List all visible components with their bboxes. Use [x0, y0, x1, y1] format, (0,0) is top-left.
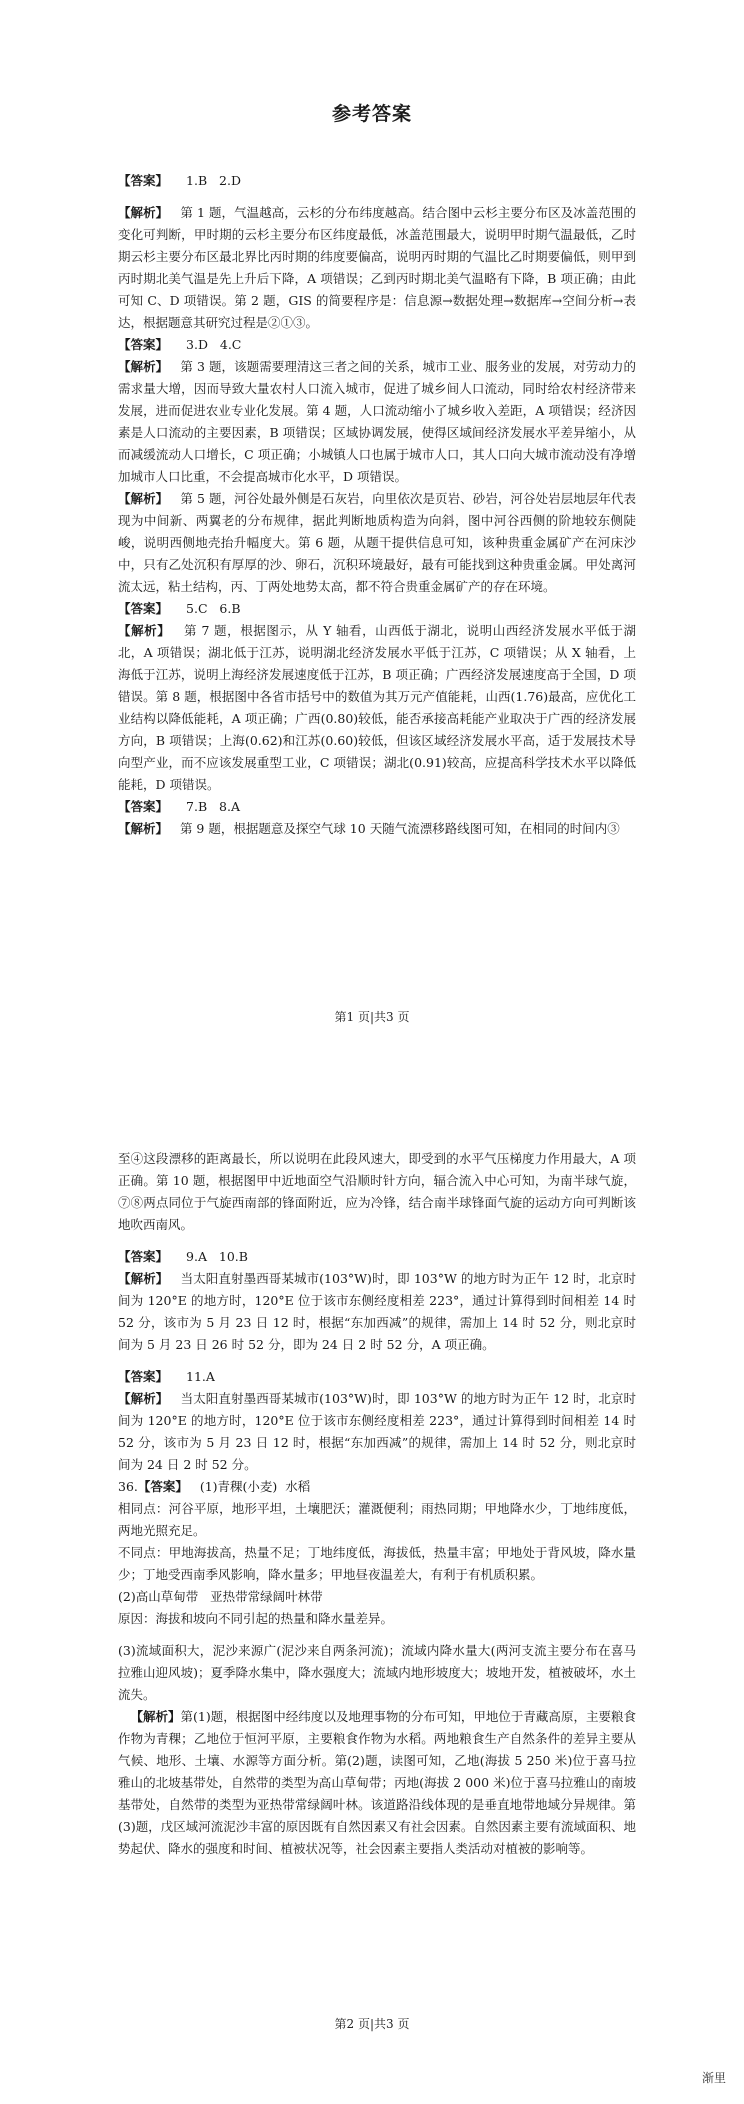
analysis-9-10-start: 【解析】 第 9 题，根据题意及探空气球 10 天随气流漂移路线图可知，在相同的时间内③: [118, 821, 620, 836]
analysis-3-4: 【解析】 第 3 题，该题需要理清这三者之间的关系，城市工业、服务业的发展，对劳动力的需求量大增，因而导致大量农村人口流入城市，促进了城乡间人口流动，同时给农村经济带来发展，进而促进农业专业化发展。第 4 题，人口流动缩小了城乡收入差距，A 项错误；经济因素是人口流动的主要因素，B 项错误；区域协调发展，使得区域间经济发展水平差异缩小，从而减缓流动人口增长，C 项正确；小城镇人口也属于城市人口，其人口向大城市流动没有净增加城市人口比重，不会提高城市化水平，D 项错误。: [118, 359, 636, 484]
answer-1-2: 【答案】 1.B 2.D: [118, 173, 241, 188]
corner-mark: 渐里: [701, 2071, 726, 2085]
analysis-5-6: 【解析】 第 5 题，河谷处最外侧是石灰岩，向里依次是页岩、砂岩，河谷处岩层地层年代表现为中间新、两翼老的分布规律，据此判断地质构造为向斜，图中河谷西侧的阶地较东侧陡峻，说明西侧地壳抬升幅度大。第 6 题，从题干提供信息可知，该种贵重金属矿产在河床沙中，只有乙处沉积有厚厚的沙、卵石，沉积环境最好，最有可能找到这种贵重金属。甲处离河流太远，粘土结构，丙、丁两处地势太高，都不符合贵重金属矿产的存在环境。: [118, 491, 636, 594]
analysis-11: 【解析】 当太阳直射墨西哥某城市(103°W)时，即 103°W 的地方时为正午 12 时，北京时间为 120°E 的地方时，120°E 位于该市东侧经度相差 223°，通过计算得到时间相差 14 时 52 分，该市为 5 月 23 日 12 时，根据“东加西减”的规律，需加上 14 时 52 分，则北京时间为 24 日 2 时 52 分。: [118, 1391, 636, 1472]
analysis-9-10-cont: 至④这段漂移的距离最长，所以说明在此段风速大，即受到的水平气压梯度力作用最大，A 项正确。第 10 题，根据图甲中近地面空气沿顺时针方向，辐合流入中心可知，为南半球气旋，⑦⑧两点同位于气旋西南部的锋面附近，应为冷锋，结合南半球锋面气旋的运动方向可判断该地吹西南风。: [118, 1151, 636, 1232]
page-2-content: [118, 1148, 636, 1860]
analysis-1-2: 【解析】 第 1 题，气温越高，云杉的分布纬度越高。结合图中云杉主要分布区及冰盖范围的变化可判断，甲时期的云杉主要分布区纬度最低，冰盖范围最大，说明甲时期气温最低，乙时期云杉主要分布区最北界比丙时期的纬度要偏高，说明丙时期的气温比乙时期要偏低，则甲到丙时期北美气温是先上升后下降，A 项错误；乙到丙时期北美气温略有下降，B 项正确；由此可知 C、D 项错误。第 2 题，GIS 的简要程序是：信息源→数据处理→数据库→空间分析→表达，根据题意其研究过程是②①③。: [118, 205, 636, 330]
analysis-7-8: 【解析】 第 7 题，根据图示，从 Y 轴看，山西低于湖北，说明山西经济发展水平低于湖北，A 项错误；湖北低于江苏，说明湖北经济发展水平低于江苏，C 项错误；从 X 轴看，上海低于江苏，说明上海经济发展速度低于江苏，B 项正确；广西经济发展速度高于全国，D 项错误。第 8 题，根据图中各省市括号中的数值为其万元产值能耗，山西(1.76)最高，应优化工业结构以降低能耗，A 项正确；广西(0.80)较低，能否承接高耗能产业取决于广西的经济发展方向，B 项错误；上海(0.62)和江苏(0.60)较低，但该区域经济发展水平高，适于发展技术导向型产业，而不应该发展重型工业，C 项错误；湖北(0.91)较高，应提高科学技术水平以降低能耗，D 项错误。: [118, 623, 636, 792]
analysis-9-10: 【解析】 当太阳直射墨西哥某城市(103°W)时，即 103°W 的地方时为正午 12 时，北京时间为 120°E 的地方时，120°E 位于该市东侧经度相差 223°，通过计算得到时间相差 14 时 52 分，该市为 5 月 23 日 12 时，根据“东加西减”的规律，需加上 14 时 52 分，则北京时间为 5 月 23 日 26 时 52 分，即为 24 日 2 时 52 分，A 项正确。: [118, 1271, 636, 1352]
answer-36-same: 相同点：河谷平原，地形平坦，土壤肥沃；灌溉便利；雨热同期；甲地降水少，丁地纬度低，两地光照充足。: [118, 1501, 636, 1538]
page-2: [0, 1085, 744, 2104]
answer-36-3: (3)流域面积大，泥沙来源广(泥沙来自两条河流)；流域内降水量大(两河支流主要分布在喜马拉雅山迎风坡)；夏季降水集中，降水强度大；流域内地形坡度大；坡地开发，植被破坏，水土流失。: [118, 1643, 636, 1702]
answer-9-10: 【答案】 9.A 10.B: [118, 1249, 248, 1264]
answer-36: 36.【答案】 (1)青稞(小麦) 水稻: [118, 1479, 311, 1494]
answer-3-4: 【答案】 3.D 4.C: [118, 337, 242, 352]
page-number: 第1 页|共3 页: [334, 1010, 410, 1024]
page-1-content: [118, 170, 636, 840]
analysis-36: 【解析】第(1)题，根据图中经纬度以及地理事物的分布可知，甲地位于青藏高原，主要粮食作物为青稞；乙地位于恒河平原，主要粮食作物为水稻。两地粮食生产自然条件的差异主要从气候、地形、土壤、水源等方面分析。第(2)题，读图可知，乙地(海拔 5 250 米)位于喜马拉雅山的北坡基带处，自然带的类型为高山草甸带；丙地(海拔 2 000 米)位于喜马拉雅山的南坡基带处，自然带的类型为亚热带常绿阔叶林。该道路沿线体现的是垂直地带地域分异规律。第(3)题，戊区域河流泥沙丰富的原因既有自然因素又有社会因素。自然因素主要有流域面积、地势起伏、降水的强度和时间、植被状况等，社会因素主要指人类活动对植被的影响等。: [118, 1709, 636, 1856]
answer-36-2-reason: 原因：海拔和坡向不同引起的热量和降水量差异。: [118, 1611, 394, 1626]
answer-7-8: 【答案】 7.B 8.A: [118, 799, 241, 814]
answer-5-6: 【答案】 5.C 6.B: [118, 601, 241, 616]
page-title: 参考答案: [331, 103, 412, 125]
answer-11: 【答案】 11.A: [118, 1369, 215, 1384]
answer-36-diff: 不同点：甲地海拔高，热量不足；丁地纬度低，海拔低，热量丰富；甲地处于背风坡，降水量少；丁地受西南季风影响，降水量多；甲地昼夜温差大，有利于有机质积累。: [118, 1545, 636, 1582]
answer-36-2: (2)高山草甸带 亚热带常绿阔叶林带: [118, 1589, 323, 1604]
page-number: 第2 页|共3 页: [334, 2017, 410, 2031]
